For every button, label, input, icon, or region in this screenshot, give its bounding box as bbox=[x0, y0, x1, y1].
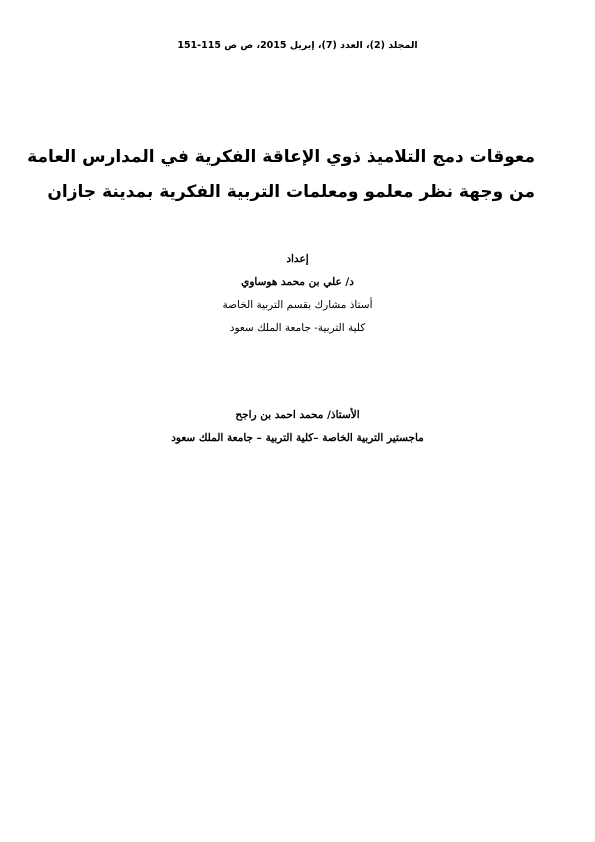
title-line-2: من وجهة نظر معلمو ومعلمات التربية الفكرية بمدينة جازان bbox=[47, 182, 535, 202]
author-2-name: الأستاذ/ محمد احمد بن راجح bbox=[235, 409, 360, 421]
prepared-by-label: إعداد bbox=[286, 253, 309, 265]
title-line-1: معوقات دمج التلاميذ ذوي الإعاقة الفكرية في المدارس العامة bbox=[27, 147, 535, 167]
author-1-affiliation: كلية التربية- جامعة الملك سعود bbox=[229, 322, 366, 334]
author-1-name: د/ علي بن محمد هوساوي bbox=[241, 276, 354, 288]
author-block-2 bbox=[0, 404, 595, 450]
author-1-position: أستاذ مشارك بقسم التربية الخاصة bbox=[222, 299, 373, 311]
author-2-affiliation: ماجستير التربية الخاصة –كلية التربية – جامعة الملك سعود bbox=[171, 432, 424, 444]
paper-title bbox=[27, 140, 535, 210]
journal-reference: المجلد (2)، العدد (7)، إبريل 2015، ص ص 115-151 bbox=[177, 40, 418, 51]
author-block-1 bbox=[0, 248, 595, 340]
